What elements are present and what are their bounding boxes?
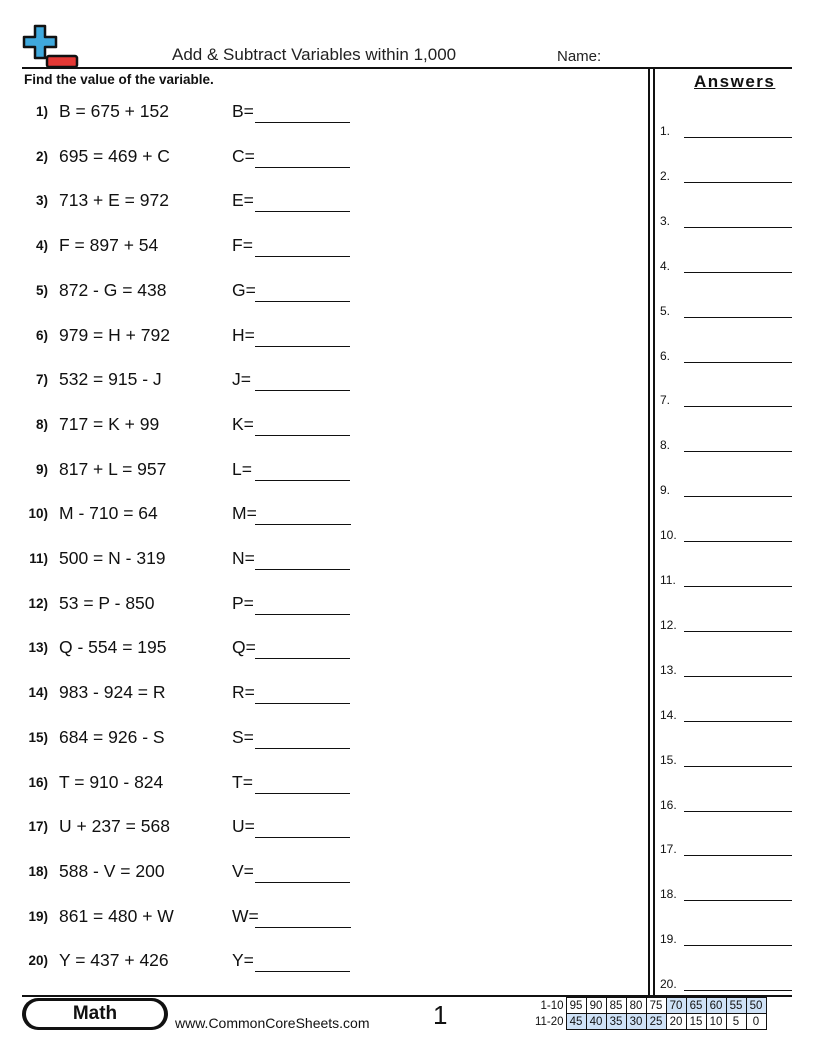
answer-key-number: 8. xyxy=(660,438,671,453)
answer-key-number: 6. xyxy=(660,348,671,363)
column-divider xyxy=(648,69,650,996)
answer-key-line[interactable] xyxy=(684,406,792,407)
score-cell: 0 xyxy=(746,1014,766,1030)
answer-key-line[interactable] xyxy=(684,451,792,452)
variable-label: C= xyxy=(232,145,255,166)
answer-key-row xyxy=(660,842,794,862)
problem-equation: 684 = 926 - S xyxy=(59,726,165,747)
problem-number: 7) xyxy=(35,372,48,388)
score-cell: 85 xyxy=(606,998,626,1014)
problem-row xyxy=(22,503,362,527)
answer-key-number: 14. xyxy=(660,707,677,722)
column-divider xyxy=(653,69,655,996)
answer-blank[interactable] xyxy=(255,837,350,838)
answer-key-row xyxy=(660,708,794,728)
instructions: Find the value of the variable. xyxy=(24,72,214,87)
problem-equation: F = 897 + 54 xyxy=(59,235,159,256)
answer-key-line[interactable] xyxy=(684,272,792,273)
answer-key-line[interactable] xyxy=(684,811,792,812)
problem-row xyxy=(22,816,362,840)
answer-key-line[interactable] xyxy=(684,631,792,632)
answer-key-row xyxy=(660,169,794,189)
name-label: Name: xyxy=(557,48,602,65)
score-cell: 60 xyxy=(706,998,726,1014)
variable-label: V= xyxy=(232,860,254,881)
variable-label: R= xyxy=(232,682,255,703)
answer-blank[interactable] xyxy=(255,882,350,883)
problem-equation: 713 + E = 972 xyxy=(59,190,169,211)
score-cell: 5 xyxy=(726,1014,746,1030)
answer-key-number: 1. xyxy=(660,124,671,138)
score-cell: 65 xyxy=(686,998,706,1014)
answer-key-row xyxy=(660,214,794,234)
problem-row xyxy=(22,593,362,617)
answer-blank[interactable] xyxy=(255,524,351,525)
problem-equation: 532 = 915 - J xyxy=(59,369,162,390)
answer-key-row xyxy=(660,663,794,683)
answer-key-line[interactable] xyxy=(684,362,792,363)
answer-blank[interactable] xyxy=(255,122,350,123)
answer-key-line[interactable] xyxy=(684,855,792,856)
variable-label: Y= xyxy=(232,950,254,971)
score-cell: 35 xyxy=(606,1014,626,1030)
answer-blank[interactable] xyxy=(255,614,350,615)
answer-blank[interactable] xyxy=(255,569,350,570)
score-cell: 95 xyxy=(566,998,586,1014)
score-row xyxy=(528,998,766,1014)
plus-minus-logo-icon xyxy=(22,24,80,70)
answer-key-number: 20. xyxy=(660,977,677,992)
variable-label: W= xyxy=(232,905,259,926)
variable-label: G= xyxy=(232,279,256,300)
problem-equation: 717 = K + 99 xyxy=(59,413,160,434)
problem-equation: 979 = H + 792 xyxy=(59,324,170,345)
answer-key-number: 11. xyxy=(660,573,676,587)
answer-key-row xyxy=(660,393,794,413)
problem-equation: 861 = 480 + W xyxy=(59,905,174,926)
website-link[interactable]: www.CommonCoreSheets.com xyxy=(175,1015,370,1031)
problem-number: 2) xyxy=(35,148,48,164)
answer-key-line[interactable] xyxy=(684,766,792,767)
answer-blank[interactable] xyxy=(255,301,350,302)
problem-equation: 983 - 924 = R xyxy=(59,682,166,703)
problem-equation: B = 675 + 152 xyxy=(59,101,169,121)
problem-number: 12) xyxy=(28,595,48,611)
problem-number: 20) xyxy=(28,953,48,969)
answer-key-row xyxy=(660,483,794,503)
answer-blank[interactable] xyxy=(255,703,350,704)
variable-label: N= xyxy=(232,548,255,568)
score-cell: 80 xyxy=(626,998,646,1014)
problem-row xyxy=(22,235,362,259)
problem-equation: Q - 554 = 195 xyxy=(59,637,167,658)
answer-key-line[interactable] xyxy=(684,990,792,991)
score-range-label: 11-20 xyxy=(534,1015,564,1028)
variable-label: L= xyxy=(232,458,252,479)
variable-label: E= xyxy=(232,190,254,211)
variable-label: S= xyxy=(232,726,254,747)
answer-blank[interactable] xyxy=(255,480,350,481)
problem-number: 4) xyxy=(35,238,48,254)
score-cell: 75 xyxy=(646,998,666,1014)
problem-row xyxy=(22,682,362,706)
answer-key-line[interactable] xyxy=(684,317,792,318)
problem-number: 10) xyxy=(28,506,48,522)
variable-label: K= xyxy=(232,413,254,434)
problem-equation: 817 + L = 957 xyxy=(59,458,167,479)
variable-label: J= xyxy=(232,369,251,390)
score-cell: 20 xyxy=(666,1014,686,1030)
problem-number: 13) xyxy=(28,640,48,656)
answer-blank[interactable] xyxy=(255,748,350,749)
answer-key-line[interactable] xyxy=(684,586,792,587)
problem-equation: 500 = N - 319 xyxy=(59,548,166,568)
answer-key-number: 4. xyxy=(660,258,671,273)
problem-equation: U + 237 = 568 xyxy=(59,816,170,837)
problem-row xyxy=(22,414,362,438)
answer-key-line[interactable] xyxy=(684,182,792,183)
problem-number: 9) xyxy=(35,461,48,477)
variable-label: Q= xyxy=(232,637,256,658)
answer-key-number: 9. xyxy=(660,483,671,498)
variable-label: F= xyxy=(232,235,253,256)
problem-number: 16) xyxy=(28,774,48,790)
score-cell: 30 xyxy=(626,1014,646,1030)
answer-key-row xyxy=(660,573,794,593)
score-cell: 50 xyxy=(746,998,766,1014)
answer-blank[interactable] xyxy=(255,346,350,347)
problem-row xyxy=(22,950,362,974)
problem-equation: 588 - V = 200 xyxy=(59,860,165,881)
answer-key-number: 19. xyxy=(660,932,677,947)
answer-blank[interactable] xyxy=(255,927,351,928)
problem-row xyxy=(22,459,362,483)
problem-number: 17) xyxy=(28,819,48,835)
problem-row xyxy=(22,190,362,214)
subject-badge xyxy=(22,998,168,1030)
score-cell: 45 xyxy=(566,1014,586,1030)
score-table xyxy=(528,997,767,1030)
answer-blank[interactable] xyxy=(255,971,350,972)
problem-number: 1) xyxy=(35,104,48,119)
answer-key-number: 16. xyxy=(660,797,677,812)
score-cell: 40 xyxy=(586,1014,606,1030)
answer-key-number: 15. xyxy=(660,752,677,767)
answer-blank[interactable] xyxy=(255,167,350,168)
answer-key-number: 13. xyxy=(660,662,677,677)
answer-key-line[interactable] xyxy=(684,721,792,722)
problem-number: 18) xyxy=(28,863,48,879)
problem-row xyxy=(22,906,362,930)
answer-key-line[interactable] xyxy=(684,496,792,497)
answer-key-line[interactable] xyxy=(684,137,792,138)
problem-row xyxy=(22,146,362,170)
page-number: 1 xyxy=(433,1000,448,1030)
answer-key-row xyxy=(660,304,794,324)
variable-label: H= xyxy=(232,324,255,345)
problem-number: 6) xyxy=(35,327,48,343)
variable-label: B= xyxy=(232,101,254,121)
problem-row xyxy=(22,325,362,349)
score-cell: 10 xyxy=(706,1014,726,1030)
answer-key-number: 2. xyxy=(660,168,671,183)
answers-heading: Answers xyxy=(694,72,776,91)
answer-blank[interactable] xyxy=(255,435,350,436)
problem-row xyxy=(22,861,362,885)
problem-row xyxy=(22,637,362,661)
answer-key-line[interactable] xyxy=(684,541,792,542)
problem-number: 14) xyxy=(28,685,48,701)
answer-key-number: 5. xyxy=(660,303,671,318)
answer-key-row xyxy=(660,932,794,952)
problem-number: 11) xyxy=(29,551,48,566)
answer-key-line[interactable] xyxy=(684,900,792,901)
score-cell: 15 xyxy=(686,1014,706,1030)
problem-number: 15) xyxy=(28,729,48,745)
answer-key-row xyxy=(660,528,794,548)
score-cell: 90 xyxy=(586,998,606,1014)
problem-number: 3) xyxy=(35,193,48,209)
worksheet-title: Add & Subtract Variables within 1,000 xyxy=(172,45,457,64)
problem-row xyxy=(22,369,362,393)
problem-row xyxy=(22,772,362,796)
answer-blank[interactable] xyxy=(255,256,350,257)
answer-blank[interactable] xyxy=(255,211,350,212)
answer-key-row xyxy=(660,124,794,144)
score-row xyxy=(528,1014,766,1030)
score-cell: 25 xyxy=(646,1014,666,1030)
problem-row xyxy=(22,280,362,304)
answer-blank[interactable] xyxy=(255,658,350,659)
answer-key-row xyxy=(660,259,794,279)
problem-row xyxy=(22,101,362,125)
answer-key-line[interactable] xyxy=(684,676,792,677)
problem-row xyxy=(22,727,362,751)
problem-equation: 53 = P - 850 xyxy=(59,592,155,613)
problem-number: 19) xyxy=(28,908,48,924)
answer-key-number: 18. xyxy=(660,887,677,902)
variable-label: U= xyxy=(232,816,255,837)
problem-equation: 872 - G = 438 xyxy=(59,279,167,300)
problem-equation: T = 910 - 824 xyxy=(59,771,164,792)
score-cell: 55 xyxy=(726,998,746,1014)
answer-blank[interactable] xyxy=(255,390,350,391)
subject-badge-label: Math xyxy=(26,1001,164,1027)
answer-key-row xyxy=(660,349,794,369)
answer-key-row xyxy=(660,753,794,773)
variable-label: M= xyxy=(232,503,257,524)
answer-key-number: 12. xyxy=(660,617,677,632)
answer-key-row xyxy=(660,618,794,638)
answer-key-number: 3. xyxy=(660,213,671,228)
header-rule xyxy=(22,67,792,69)
problem-equation: 695 = 469 + C xyxy=(59,145,170,166)
problem-number: 5) xyxy=(35,282,48,298)
answer-key-row xyxy=(660,887,794,907)
score-cell: 70 xyxy=(666,998,686,1014)
answer-key-row xyxy=(660,798,794,818)
answer-key-number: 10. xyxy=(660,528,677,543)
problem-equation: M - 710 = 64 xyxy=(59,503,158,524)
score-range-label: 1-10 xyxy=(540,999,564,1012)
variable-label: P= xyxy=(232,592,254,613)
variable-label: T= xyxy=(232,771,253,792)
answer-key-line[interactable] xyxy=(684,945,792,946)
answer-blank[interactable] xyxy=(255,793,350,794)
answer-key-line[interactable] xyxy=(684,227,792,228)
problem-number: 8) xyxy=(35,416,48,432)
answer-key-number: 7. xyxy=(660,393,671,408)
problem-row xyxy=(22,548,362,572)
problem-equation: Y = 437 + 426 xyxy=(59,950,169,971)
answer-key-row xyxy=(660,438,794,458)
answer-key-number: 17. xyxy=(660,842,677,857)
